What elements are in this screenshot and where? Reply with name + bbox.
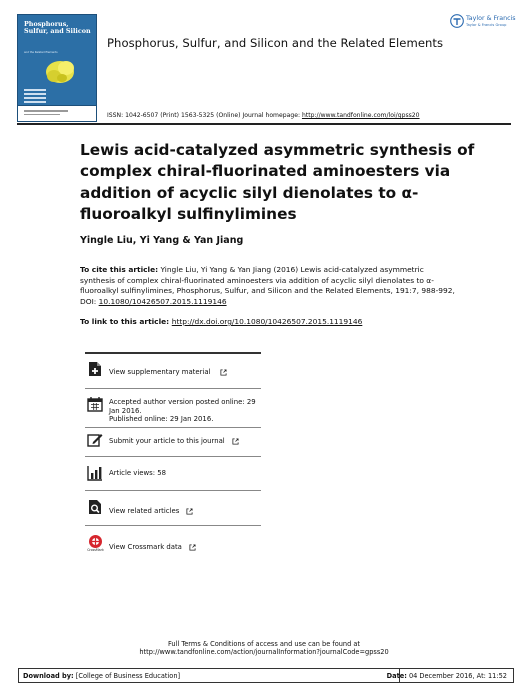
taylor-francis-logo-icon xyxy=(450,14,464,28)
publication-dates-row xyxy=(85,392,261,428)
submit-article-row[interactable] xyxy=(85,430,261,458)
issn-line xyxy=(107,112,420,119)
link-label: To link to this article: xyxy=(80,317,172,326)
cover-subtitle: and the Related Elements xyxy=(24,51,58,54)
bar-chart-icon xyxy=(87,465,103,481)
cover-molecule-art xyxy=(40,57,80,87)
terms-line1: Full Terms & Conditions of access and use can be found at xyxy=(167,640,361,648)
article-title: Lewis acid-catalyzed asymmetric synthesis of complex chiral-fluorinated aminoesters via addition of acyclic silyl dienolates to α-fluoroalkyl sulfinylimines xyxy=(80,141,475,223)
article-views-label: Article views: 58 xyxy=(109,469,167,477)
citation-label: To cite this article: xyxy=(80,265,159,274)
panel-top-divider xyxy=(85,352,261,354)
download-by-value: [College of Business Education] xyxy=(73,672,181,680)
citation-doi-link[interactable]: 10.1080/10426507.2015.1119146 xyxy=(98,296,227,306)
external-link-icon xyxy=(186,508,193,515)
cover-text-lines xyxy=(24,89,54,105)
external-link-icon xyxy=(189,544,196,551)
crossmark-row[interactable] xyxy=(85,532,261,558)
submit-article-label: Submit your article to this journal xyxy=(109,437,225,445)
panel-divider xyxy=(85,427,261,428)
download-info-bar xyxy=(18,668,514,683)
external-link-icon xyxy=(232,438,239,445)
article-doi-url-link[interactable]: http://dx.doi.org/10.1080/10426507.2015.1119146 xyxy=(171,317,363,326)
download-by xyxy=(23,672,180,680)
accepted-date-line1: Accepted author version posted online: 29 xyxy=(109,398,256,406)
crossmark-icon xyxy=(87,534,104,552)
related-articles-row[interactable] xyxy=(85,497,261,523)
panel-divider xyxy=(85,525,261,526)
header-divider xyxy=(17,123,511,125)
panel-divider xyxy=(85,388,261,389)
related-articles-label: View related articles xyxy=(109,507,180,515)
citation-text: Yingle Liu, Yi Yang & Yan Jiang (2016) Lewis acid-catalyzed asymmetric synthesis of complex chiral-fluorinated aminoesters via addition of acyclic silyl dienolates to α-fluoroalkyl sulfinylimines, Phosphorus, Sulfur, and Silicon and the Related Elements, 191:7, 988-992, DOI: xyxy=(80,265,455,306)
link-to-article xyxy=(80,317,362,326)
crossmark-badge-text: CrossMark xyxy=(87,548,104,552)
citation-block xyxy=(80,265,460,307)
journal-cover-image xyxy=(17,14,97,122)
crossmark-label: View Crossmark data xyxy=(109,543,182,551)
panel-divider xyxy=(85,456,261,457)
supplementary-material-row[interactable] xyxy=(85,357,261,385)
journal-homepage-link[interactable]: http://www.tandfonline.com/loi/gpss20 xyxy=(301,112,420,119)
download-date xyxy=(387,672,507,680)
supplementary-material-label: View supplementary material xyxy=(109,368,211,376)
article-views-row xyxy=(85,462,261,488)
article-authors: Yingle Liu, Yi Yang & Yan Jiang xyxy=(80,235,244,246)
cover-footer xyxy=(18,105,96,121)
publisher-logo[interactable] xyxy=(450,13,516,35)
terms-url-link[interactable]: http://www.tandfonline.com/action/journalInformation?journalCode=gpss20 xyxy=(139,648,389,657)
edit-pencil-icon xyxy=(87,432,103,448)
published-date: Published online: 29 Jan 2016. xyxy=(109,415,214,423)
issn-text: ISSN: 1042-6507 (Print) 1563-5325 (Online) Journal homepage: xyxy=(107,112,302,119)
panel-divider xyxy=(85,490,261,491)
accepted-date-line2: Jan 2016. xyxy=(109,406,142,415)
calendar-icon xyxy=(87,396,103,412)
publisher-name: Taylor & Francis xyxy=(466,15,516,22)
document-search-icon xyxy=(87,499,103,515)
terms-note xyxy=(0,640,528,657)
external-link-icon xyxy=(220,369,227,376)
cover-title: Phosphorus, Sulfur, and Silicon xyxy=(24,20,91,36)
download-date-label: Date: xyxy=(386,672,407,680)
download-by-label: Download by: xyxy=(23,672,74,680)
document-plus-icon xyxy=(87,361,103,377)
journal-title: Phosphorus, Sulfur, and Silicon and the Related Elements xyxy=(107,36,444,50)
publisher-tagline: Taylor & Francis Group xyxy=(466,23,507,27)
download-date-value: 04 December 2016, At: 11:52 xyxy=(406,672,507,680)
